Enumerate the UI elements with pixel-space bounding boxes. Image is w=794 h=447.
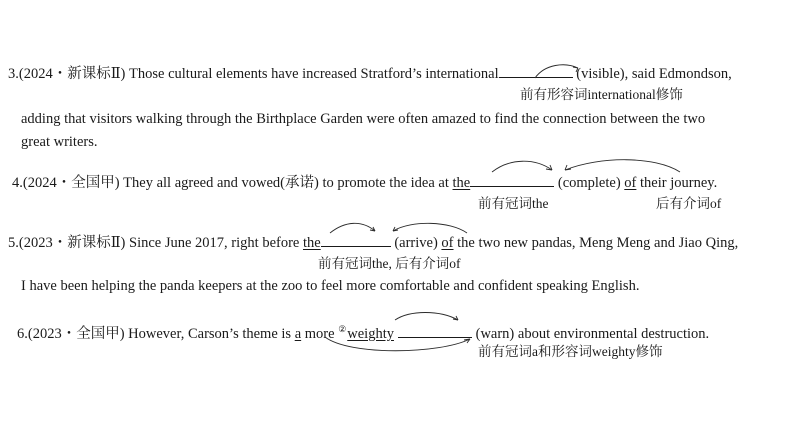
question-4-prefix: 4.(2024・全国甲) They all agreed and vowed(承诺) to promote the idea at bbox=[12, 175, 453, 191]
question-5-line-2: I have been helping the panda keepers at the zoo to feel more comfortable and confident speaking English. bbox=[21, 278, 640, 294]
question-3-hint: (visible), said Edmondson, bbox=[572, 66, 732, 82]
question-5-word-the: the bbox=[302, 235, 321, 251]
question-4-word-of: of bbox=[624, 175, 637, 191]
question-3-note: 前有形容词international修饰 bbox=[520, 87, 683, 102]
question-5-suffix: the two new pandas, Meng Meng and Jiao Qing, bbox=[453, 235, 739, 251]
question-6-marker: ② bbox=[338, 324, 347, 334]
question-4-suffix: their journey. bbox=[636, 175, 718, 191]
question-4-blank bbox=[470, 172, 554, 187]
question-4-line bbox=[12, 172, 717, 192]
question-3-line-2: adding that visitors walking through the Birthplace Garden were often amazed to find the connection between the two bbox=[21, 111, 706, 127]
question-6-line bbox=[17, 320, 709, 343]
question-6-hint: (warn) about environmental destruction. bbox=[471, 325, 710, 342]
question-5-line-1 bbox=[8, 232, 738, 252]
question-5-hint: (arrive) bbox=[390, 235, 442, 251]
question-4-word-the: the bbox=[452, 175, 471, 191]
question-6-note: 前有冠词a和形容词weighty修饰 bbox=[478, 344, 663, 359]
question-5-note: 前有冠词the, 后有介词of bbox=[318, 256, 461, 271]
q6-arrow-top bbox=[395, 313, 458, 321]
question-3-blank bbox=[499, 63, 573, 78]
question-4-note-right: 后有介词of bbox=[656, 196, 722, 211]
question-5-word-of: of bbox=[441, 235, 454, 251]
q4-arrow-right bbox=[565, 160, 680, 172]
question-3-prefix: 3.(2024・新课标Ⅱ) Those cultural elements have increased Stratford’s international bbox=[8, 66, 499, 82]
question-4-note-left: 前有冠词the bbox=[478, 196, 549, 211]
question-6-middle: more bbox=[301, 325, 339, 342]
q4-arrow-left bbox=[492, 161, 552, 172]
question-6-word-weighty: weighty bbox=[347, 325, 394, 342]
question-5-blank bbox=[321, 232, 391, 247]
question-6-blank bbox=[398, 323, 472, 338]
question-5-prefix: 5.(2023・新课标Ⅱ) Since June 2017, right before bbox=[8, 235, 303, 251]
question-4-hint: (complete) bbox=[554, 175, 625, 191]
question-6-prefix: 6.(2023・全国甲) However, Carson’s theme is bbox=[17, 325, 295, 342]
question-3-line-1 bbox=[8, 63, 732, 83]
question-3-line-3: great writers. bbox=[21, 134, 98, 150]
question-6-word-a: a bbox=[294, 325, 302, 342]
